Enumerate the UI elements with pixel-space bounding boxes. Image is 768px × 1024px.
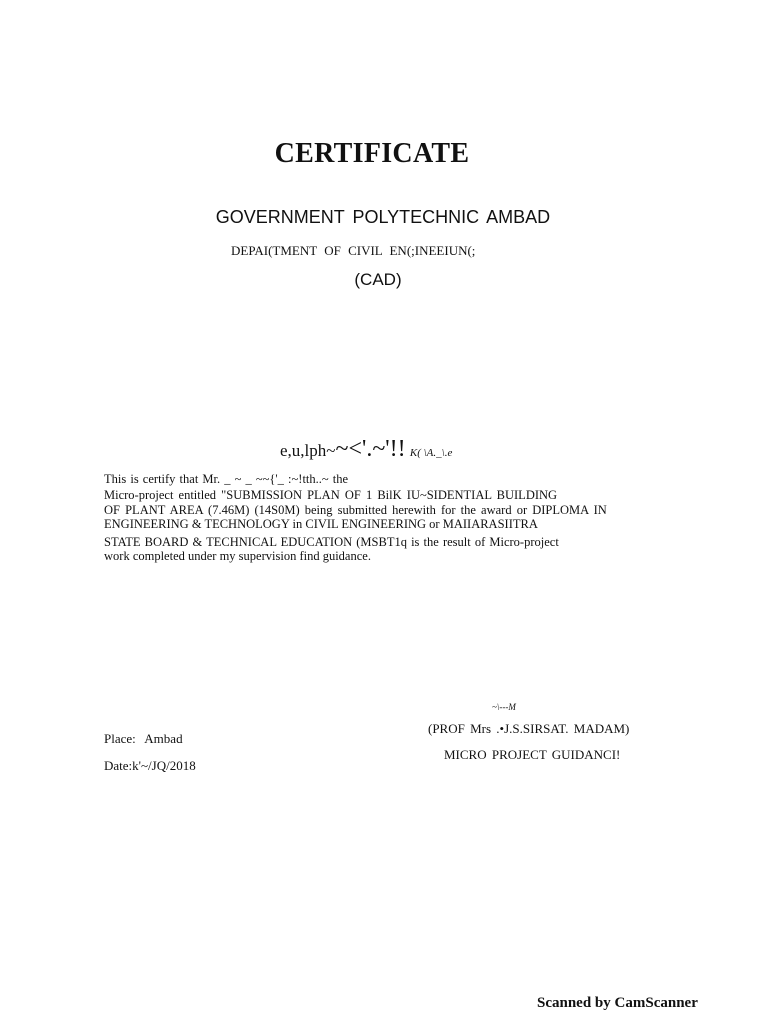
body-line: This is certify that Mr. _ ~ _ ~~{'_ :~!tth..~ the bbox=[104, 472, 349, 486]
place-label: Place: Ambad bbox=[104, 731, 183, 746]
body-line: work completed under my supervision find guidance. bbox=[104, 549, 371, 563]
student-names bbox=[280, 436, 452, 463]
body-line: ENGINEERING & TECHNOLOGY in CIVIL ENGINEERING or MAIIARASIITRA bbox=[104, 517, 538, 531]
body-line: STATE BOARD & TECHNICAL EDUCATION (MSBT1q is the result of Micro-project bbox=[104, 535, 559, 549]
guide-signature: ~\---M bbox=[492, 702, 516, 712]
body-line: OF PLANT AREA (7.46M) (14S0M) being submitted herewith for the award or DIPLOMA IN bbox=[104, 503, 607, 517]
institute-name: GOVERNMENT POLYTECHNIC AMBAD bbox=[215, 207, 551, 227]
student-name-part-1: e,u,lph~ bbox=[280, 441, 336, 460]
student-name-part-3: K( \A._\.e bbox=[409, 447, 453, 459]
student-name-part-2: ~<'.~'!! bbox=[335, 436, 406, 462]
guide-role: MICRO PROJECT GUIDANCI! bbox=[444, 747, 621, 762]
certificate-title: CERTIFICATE bbox=[274, 138, 470, 169]
scanner-watermark: Scanned by CamScanner bbox=[537, 995, 698, 1011]
guide-name: (PROF Mrs .•J.S.SIRSAT. MADAM) bbox=[428, 721, 630, 736]
course-code: (CAD) bbox=[354, 270, 402, 289]
body-line: Micro-project entitled "SUBMISSION PLAN OF 1 BilK IU~SIDENTIAL BUILDING bbox=[104, 488, 558, 502]
department-name: DEPAI(TMENT OF CIVIL EN(;INEEIUN(; bbox=[231, 243, 476, 258]
date-label: Date:k'~/JQ/2018 bbox=[104, 758, 196, 773]
